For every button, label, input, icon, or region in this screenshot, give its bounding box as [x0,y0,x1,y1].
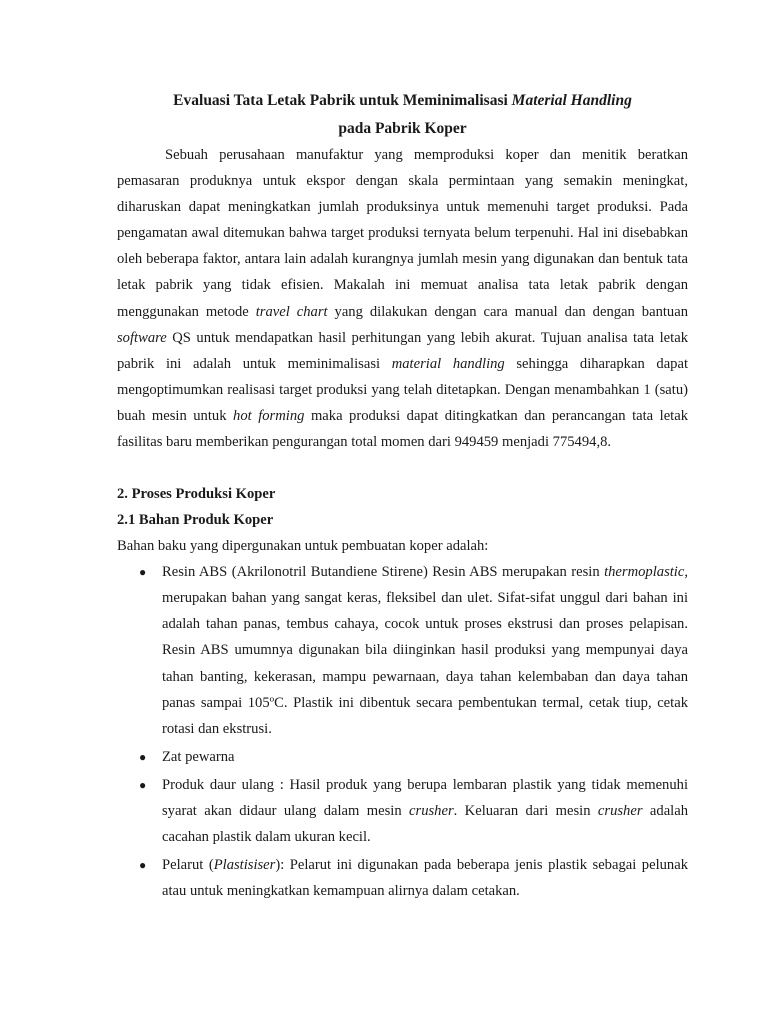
materials-list [117,559,688,904]
bullet-icon: ● [139,749,147,764]
document-title [117,88,688,142]
list-item: ● Zat pewarna [117,744,688,770]
bullet-icon: ● [139,777,147,792]
abstract-paragraph: Sebuah perusahaan manufaktur yang memproduksi koper dan menitik beratkan pemasaran produknya untuk ekspor dengan skala permintaan yang semakin meningkat, diharuskan dapat meningkatkan jumlah produksinya untuk memenuhi target produksi. Pada pengamatan awal ditemukan bahwa target produksi ternyata belum terpenuhi. Hal ini disebabkan oleh beberapa faktor, antara lain adalah kurangnya jumlah mesin yang digunakan dan bentuk tata letak pabrik yang tidak efisien. Makalah ini memuat analisa tata letak pabrik dengan menggunakan metode travel chart yang dilakukan dengan cara manual dan dengan bantuan software QS untuk mendapatkan hasil perhitungan yang lebih akurat. Tujuan analisa tata letak pabrik ini adalah untuk meminimalisasi material handling sehingga diharapkan dapat mengoptimumkan realisasi target produksi yang telah ditetapkan. Dengan menambahkan 1 (satu) buah mesin untuk hot forming maka produksi dapat ditingkatkan dan perancangan tata letak fasilitas baru memberikan pengurangan total momen dari 949459 menjadi 775494,8. [117,147,689,451]
section-2-heading: 2. Proses Produksi Koper [117,486,276,503]
title-italic-term: Material Handling [511,92,632,109]
list-item: ● Resin ABS (Akrilonotril Butandiene Stirene) Resin ABS merupakan resin thermoplastic, merupakan bahan yang sangat keras, fleksibel dan ulet. Sifat-sifat unggul dari bahan ini adalah tahan panas, tembus cahaya, cocok untuk proses ekstrusi dan proses pelapisan. Resin ABS umumnya digunakan bila diinginkan hasil produksi yang mempunyai daya tahan banting, kekerasan, mampu pewarnaan, daya tahan kelembaban dan daya tahan panas sampai 105ºC. Plastik ini dibentuk secara pembentukan termal, cetak tiup, cetak rotasi dan ekstrusi. [117,559,688,742]
bullet-icon: ● [139,565,147,580]
spacer [117,455,688,481]
title-line-1: Evaluasi Tata Letak Pabrik untuk Meminimalisasi Material Handling [173,92,632,109]
bullet-icon: ● [139,858,147,873]
section-2-1-intro: Bahan baku yang dipergunakan untuk pembuatan koper adalah: [117,538,489,555]
title-line-2: pada Pabrik Koper [338,120,467,137]
list-item: ● Pelarut (Plastisiser): Pelarut ini digunakan pada beberapa jenis plastik sebagai pelunak atau untuk meningkatkan kemampuan alirnya dalam cetakan. [117,852,688,904]
section-2-1-heading: 2.1 Bahan Produk Koper [117,512,274,529]
list-item: ● Produk daur ulang : Hasil produk yang berupa lembaran plastik yang tidak memenuhi syarat akan didaur ulang dalam mesin crusher. Keluaran dari mesin crusher adalah cacahan plastik dalam ukuran kecil. [117,772,688,850]
